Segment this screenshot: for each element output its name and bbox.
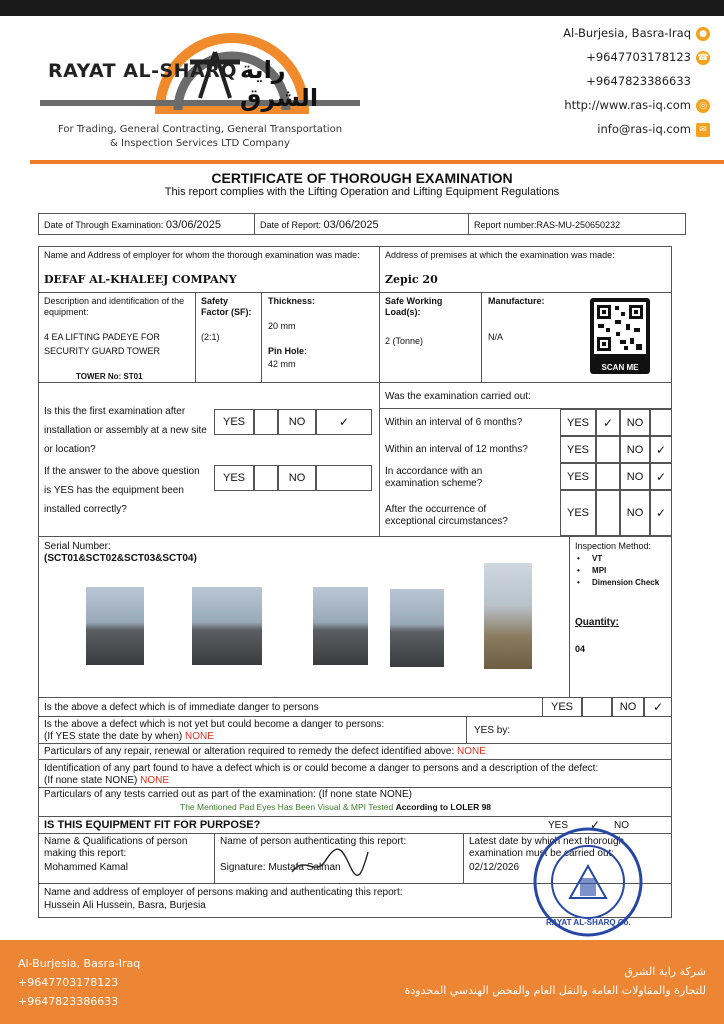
signature <box>290 844 370 880</box>
q1-yes-box[interactable] <box>254 409 278 435</box>
premises-label: Address of premises at which the examination was made: <box>385 250 615 260</box>
row-divider-7 <box>38 759 672 760</box>
first-exam-question: Is this the first examination after installation or assembly at a new site or location? <box>44 406 207 455</box>
photo-padeye-3 <box>313 587 368 665</box>
qualification-value: Mohammed Kamal <box>44 862 128 873</box>
serial-label: Serial Number: <box>44 541 111 552</box>
col-divider-thickness <box>261 292 262 382</box>
premises-value: Zepic 20 <box>385 273 438 286</box>
yes-by-label: YES by: <box>474 725 511 736</box>
fit-check[interactable]: ✓ <box>590 818 601 832</box>
company-logo <box>40 22 360 114</box>
row2-no-box[interactable]: ✓ <box>650 436 672 463</box>
q2-no-cell[interactable]: NO <box>278 465 316 491</box>
tagline-line-1: For Trading, General Contracting, General Transportation <box>57 124 343 135</box>
photo-padeye-1 <box>86 587 144 665</box>
fit-no[interactable]: NO <box>614 820 629 831</box>
row2-yes-box[interactable] <box>596 436 620 463</box>
latest-date-value: 02/12/2026 <box>469 862 520 873</box>
carried-out-label: Was the examination carried out: <box>385 391 531 402</box>
equipment-desc-2: SECURITY GUARD TOWER <box>44 346 161 356</box>
contact-phone-2: +9647823386633 <box>586 74 691 88</box>
authenticating-value: Signature: Mustafa Salman <box>220 862 341 873</box>
latest-date-label: Latest date by which next thorough examination must be carried out: <box>469 836 625 859</box>
immediate-no[interactable]: NO <box>612 697 644 717</box>
col-divider-sf <box>195 292 196 382</box>
inspection-method-label: Inspection Method: <box>575 541 652 551</box>
row4-yes[interactable]: YES <box>560 490 596 536</box>
logo-arabic: راية الشرق <box>240 56 319 112</box>
row-divider-9 <box>38 816 672 817</box>
employer-label: Name and Address of employer for whom the thorough examination was made: <box>44 250 360 260</box>
manufacture-label: Manufacture: <box>488 296 545 306</box>
scan-me-label: SCAN ME <box>601 363 639 372</box>
report-number: Report number:RAS-MU-250650232 <box>474 220 621 230</box>
immediate-yes-box[interactable] <box>582 697 612 717</box>
footer-arabic <box>306 962 706 1000</box>
col-divider-method <box>569 536 570 698</box>
photo-tower <box>484 563 532 669</box>
contact-location: Al-Burjesia, Basra-Iraq ● <box>460 26 710 50</box>
col-divider-carried <box>379 382 380 536</box>
row4-no[interactable]: NO <box>620 490 650 536</box>
location-icon: ● <box>696 27 710 41</box>
method-dimension: • Dimension Check <box>577 578 660 587</box>
row-divider-5 <box>38 716 672 717</box>
q2-yes-box[interactable] <box>254 465 278 491</box>
footer-arabic-name: شركة راية الشرق <box>624 965 706 978</box>
row3-yes-box[interactable] <box>596 463 620 490</box>
method-vt: • VT <box>577 554 603 563</box>
tagline-line-2: & Inspection Services LTD Company <box>110 138 290 149</box>
stamp-text: RAYAT AL-SHARQ Co. <box>546 918 631 927</box>
employer-persons-label: Name and address of employer of persons making and authenticating this report: <box>44 887 403 898</box>
date-divider-2 <box>468 213 469 235</box>
row-divider-1 <box>38 292 672 293</box>
date-divider-1 <box>254 213 255 235</box>
certificate-subtitle: This report complies with the Lifting Operation and Lifting Equipment Regulations <box>164 186 560 198</box>
immediate-danger-question: Is the above a defect which is of immediate danger to persons <box>44 702 319 713</box>
signature-scribble-icon <box>290 844 370 880</box>
footer-phone-1: +9647703178123 <box>18 976 119 989</box>
row1-no-box[interactable] <box>650 409 672 436</box>
installed-correctly-question: If the answer to the above question is YES has the equipment been installed correctly? <box>44 466 200 515</box>
footer-location: Al-Burjesia, Basra-Iraq <box>18 957 141 970</box>
tower-number: TOWER No: ST01 <box>76 372 143 381</box>
row-divider-3 <box>38 536 672 537</box>
tests-value: The Mentioned Pad Eyes Has Been Visual & MPI Tested According to LOLER 98 <box>180 802 492 812</box>
contact-website[interactable]: http://www.ras-iq.com ◎ <box>460 98 710 122</box>
q1-yes-cell[interactable]: YES <box>214 409 254 435</box>
quantity-label: Quantity: <box>575 617 619 628</box>
qualification-label: Name & Qualifications of person making this report: <box>44 836 188 859</box>
row2-yes[interactable]: YES <box>560 436 596 463</box>
header-divider <box>30 160 724 164</box>
identification-none: (If none state NONE) NONE <box>44 775 170 786</box>
serial-value: (SCT01&SCT02&SCT03&SCT04) <box>44 553 197 564</box>
future-danger-when: (If YES state the date by when) NONE <box>44 731 214 742</box>
footer-phone-2: +9647823386633 <box>18 995 119 1008</box>
tagline <box>40 123 360 151</box>
future-danger-question: Is the above a defect which is not yet but could become a danger to persons: <box>44 719 385 730</box>
q1-no-checkmark[interactable]: ✓ <box>316 409 372 435</box>
q1-no-cell[interactable]: NO <box>278 409 316 435</box>
employer-value: DEFAF AL-KHALEEJ COMPANY <box>44 273 237 286</box>
pinhole-value: 42 mm <box>268 359 296 369</box>
pinhole-label: Pin Hole: <box>268 346 308 356</box>
contact-phone-1: +9647703178123 ☎ <box>586 50 709 64</box>
row2-no[interactable]: NO <box>620 436 650 463</box>
row-divider-6 <box>38 743 672 744</box>
immediate-no-check[interactable]: ✓ <box>644 697 672 717</box>
thickness-label: Thickness: <box>268 296 316 306</box>
top-bar <box>0 0 724 16</box>
swl-value: 2 (Tonne) <box>385 336 424 346</box>
swl-label: Safe Working Load(s): <box>385 296 443 317</box>
identification-question: Identification of any part found to have a defect which is or could become a danger to persons and a description of the defect: <box>44 763 599 774</box>
row1-yes[interactable]: YES <box>560 409 596 436</box>
interval-6-label: Within an interval of 6 months? <box>385 417 523 428</box>
logo-english: RAYAT AL-SHARQ <box>48 60 238 82</box>
method-mpi: • MPI <box>577 566 607 575</box>
equipment-desc-label: Description and identification of the equipment: <box>44 296 185 317</box>
row1-yes-box[interactable]: ✓ <box>596 409 620 436</box>
manufacture-value: N/A <box>488 332 504 342</box>
col-divider-employer <box>379 246 380 382</box>
safety-factor-label: Safety Factor (SF): <box>201 296 252 317</box>
col-divider-latest <box>463 833 464 883</box>
row3-no-box[interactable]: ✓ <box>650 463 672 490</box>
row1-no[interactable]: NO <box>620 409 650 436</box>
scheme-label: In accordance with an examination scheme? <box>385 466 483 489</box>
q2-no-box[interactable] <box>316 465 372 491</box>
safety-factor-value: (2:1) <box>201 332 220 342</box>
repair-question: Particulars of any repair, renewal or alteration required to remedy the defect identified above: NONE <box>44 746 486 757</box>
certificate-title: CERTIFICATE OF THOROUGH EXAMINATION <box>211 170 513 186</box>
employer-persons-value: Hussein Ali Hussein, Basra, Burjesia <box>44 900 206 911</box>
globe-icon: ◎ <box>696 99 710 113</box>
authenticating-label: Name of person authenticating this report: <box>220 836 407 847</box>
col-divider-manufacture <box>481 292 482 382</box>
photo-padeye-4 <box>390 589 444 667</box>
immediate-yes[interactable]: YES <box>542 697 582 717</box>
report-date: Date of Report: 03/06/2025 <box>260 219 379 231</box>
phone-icon: ☎ <box>697 52 709 63</box>
row3-yes[interactable]: YES <box>560 463 596 490</box>
footer-arabic-desc: للتجارة والمقاولات العامة والنقل العام والفحص الهندسي المحدودة <box>404 984 706 997</box>
row4-yes-box[interactable] <box>596 490 620 536</box>
fit-for-purpose-label: IS THIS EQUIPMENT FIT FOR PURPOSE? <box>44 819 261 831</box>
photo-padeye-2 <box>192 587 262 665</box>
contact-email[interactable]: info@ras-iq.com ✉ <box>460 122 710 146</box>
col-divider-auth <box>214 833 215 883</box>
row-divider-8 <box>38 787 672 788</box>
qr-code[interactable] <box>590 298 650 374</box>
quantity-value: 04 <box>575 644 586 654</box>
row3-no[interactable]: NO <box>620 463 650 490</box>
thickness-value: 20 mm <box>268 321 296 331</box>
exam-date: Date of Through Examination: 03/06/2025 <box>44 219 221 231</box>
col-divider-yesby <box>466 716 467 743</box>
row4-no-box[interactable]: ✓ <box>650 490 672 536</box>
contact-list <box>460 26 710 146</box>
qr-pattern-icon <box>590 298 650 358</box>
row-divider-2 <box>38 382 672 383</box>
interval-12-label: Within an interval of 12 months? <box>385 444 528 455</box>
fit-yes[interactable]: YES <box>548 820 569 831</box>
footer-address <box>18 954 140 1011</box>
tests-question: Particulars of any tests carried out as part of the examination: (If none state NONE) <box>44 789 412 800</box>
q2-yes-cell[interactable]: YES <box>214 465 254 491</box>
equipment-desc-1: 4 EA LIFTING PADEYE FOR <box>44 332 160 342</box>
email-icon: ✉ <box>696 123 710 137</box>
exceptional-label: After the occurrence of exceptional circumstances? <box>385 504 508 527</box>
company-stamp <box>532 826 644 938</box>
